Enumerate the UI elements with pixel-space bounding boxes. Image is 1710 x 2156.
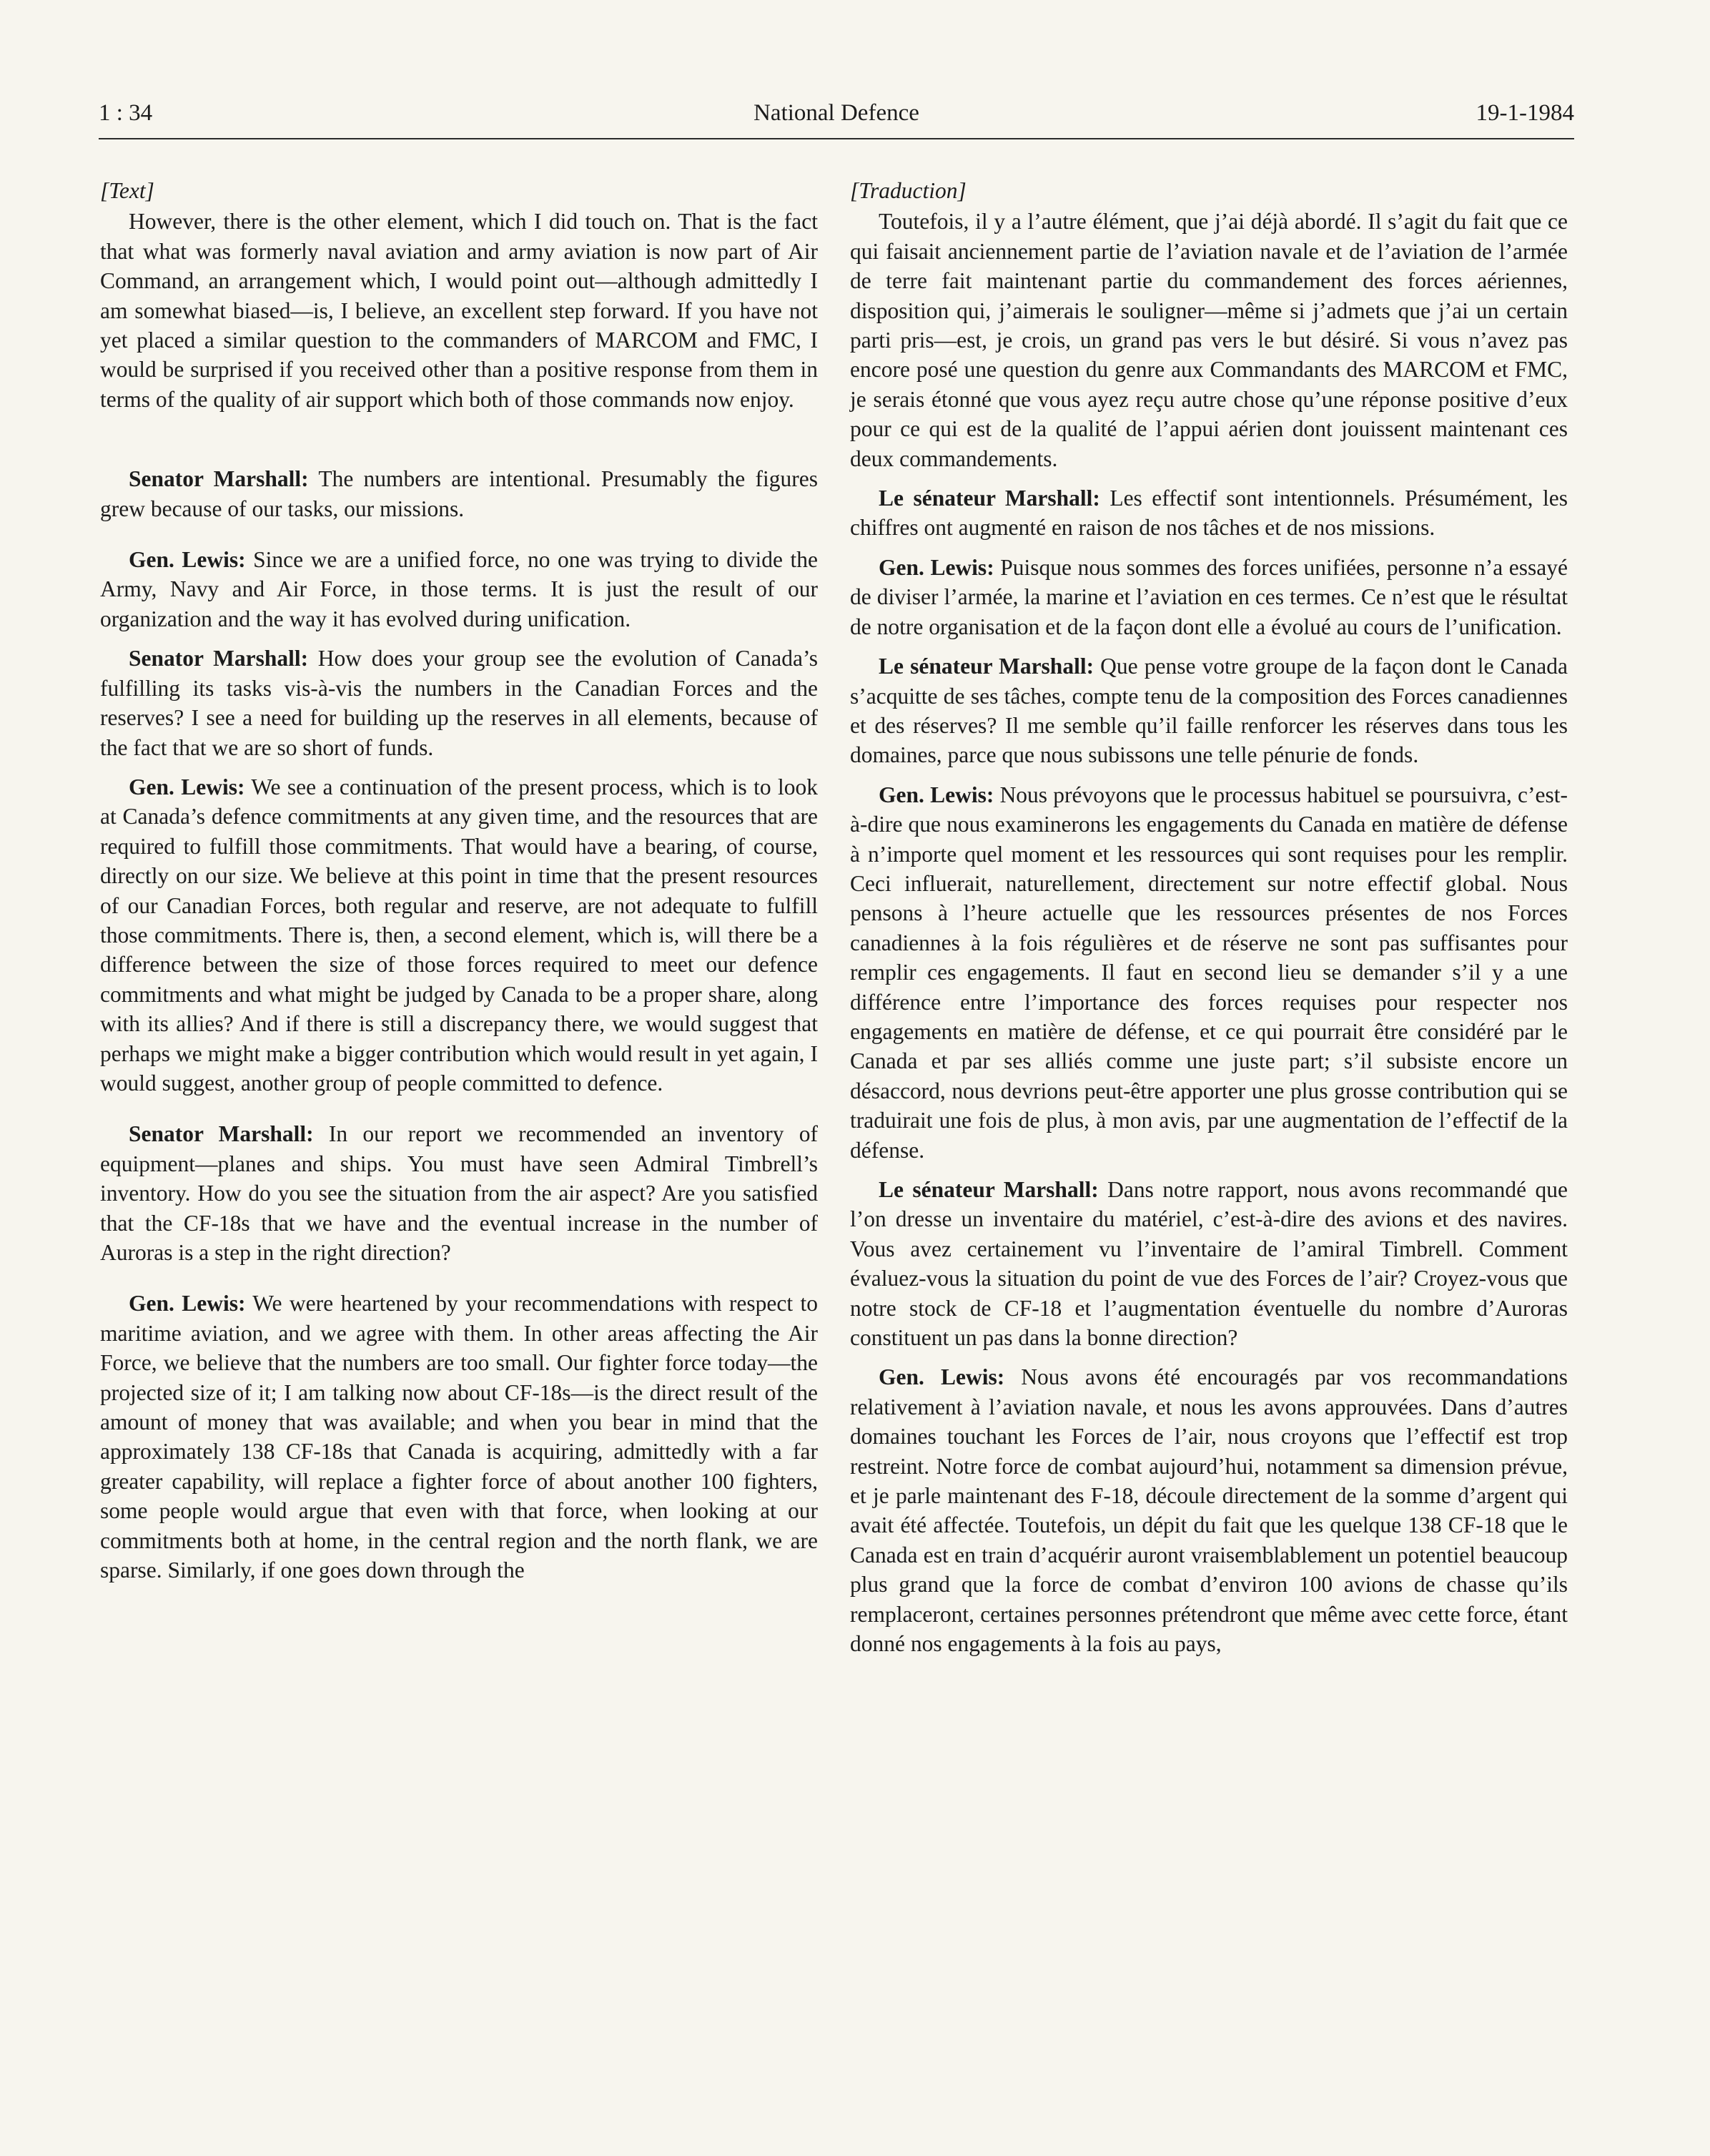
speaker-name: Gen. Lewis: <box>129 1291 246 1316</box>
text-label: [Text] <box>100 178 154 203</box>
page-header <box>99 100 1574 137</box>
header-rule <box>99 138 1574 139</box>
paragraph-text: The numbers are intentional. Presumably the figures grew because of our tasks, our missions. <box>100 466 818 521</box>
paragraph <box>100 1289 818 1585</box>
session-date: 19-1-1984 <box>1476 100 1574 126</box>
paragraph-text: Puisque nous sommes des forces unifiées, personne n’a essayé de diviser l’armée, la marine et l’aviation en ces termes. Ce n’est que le résultat de notre organisation et de la façon dont elle a évolué au cours de l’unification. <box>850 554 1568 639</box>
paragraph-text: Que pense votre groupe de la façon dont le Canada s’acquitte de ses tâches, compte tenu de la composition des Forces canadiennes et des réserves? Il me semble qu’il faille renforcer les réserves dans tous les domaines, parce que nous subissons une telle pénurie de fonds. <box>850 654 1568 768</box>
speaker-name: Gen. Lewis: <box>879 1364 1005 1390</box>
speaker-name: Senator Marshall: <box>129 466 309 492</box>
speaker-name: Le sénateur Marshall: <box>879 654 1094 679</box>
paragraph <box>100 644 818 762</box>
running-title: National Defence <box>753 100 919 126</box>
speaker-name: Gen. Lewis: <box>129 774 245 799</box>
speaker-name: Senator Marshall: <box>129 1121 314 1147</box>
paragraph <box>850 651 1568 770</box>
paragraph-text: In our report we recommended an inventory of equipment—planes and ships. You must have seen Admiral Timbrell’s inventory. How do you see the situation from the air aspect? Are you satisfied that the CF-18s that we have and the eventual increase in the number of Auroras is a step in the right direction? <box>100 1121 818 1265</box>
speaker-name: Gen. Lewis: <box>879 554 994 580</box>
english-column <box>100 176 818 1585</box>
paragraph-text: Since we are a unified force, no one was trying to divide the Army, Navy and Air Force, in those terms. It is just the result of our organization and the way it has evolved during unification. <box>100 547 818 631</box>
page-number: 1 : 34 <box>99 100 153 126</box>
translation-label: [Traduction] <box>850 178 967 203</box>
paragraph <box>100 545 818 634</box>
paragraph-text: Les effectif sont intentionnels. Présumément, les chiffres ont augmenté en raison de nos tâches et de nos missions. <box>850 486 1568 541</box>
paragraph <box>850 780 1568 1165</box>
paragraph <box>850 1362 1568 1658</box>
paragraph-text: Toutefois, il y a l’autre élément, que j’ai déjà abordé. Il s’agit du fait que ce qui faisait anciennement partie de l’aviation navale et de l’aviation de l’armée de terre fait maintenant partie du commandement des forces aériennes, disposition qui, j’aimerais le souligner—même si j’admets que j’ai un certain parti pris—est, je crois, un grand pas vers le but désiré. Si vous n’avez pas encore posé une question du genre aux Commandants des MARCOM et FMC, je serais étonné que vous ayez reçu autre chose qu’une réponse positive d’eux pour ce qui est de la qualité de l’appui aérien dont jouissent maintenant ces deux commandements. <box>850 209 1568 471</box>
speaker-name: Le sénateur Marshall: <box>879 1177 1099 1202</box>
speaker-name: Le sénateur Marshall: <box>879 486 1100 511</box>
paragraph <box>850 207 1568 473</box>
paragraph <box>850 483 1568 543</box>
paragraph-text: How does your group see the evolution of Canada’s fulfilling its tasks vis-à-vis the numbers in the Canadian Forces and the reserves? I see a need for building up the reserves in all elements, because of the fact that we are so short of funds. <box>100 646 818 760</box>
paragraph <box>100 1119 818 1267</box>
paragraph-text: We were heartened by your recommendations with respect to maritime aviation, and we agree with them. In other areas affecting the Air Force, we believe that the numbers are too small. Our fighter force today—the projected size of it; I am talking now about CF-18s—is the direct result of the amount of money that was available; and when you bear in mind that the approximately 138 CF-18s that Canada is acquiring, admittedly with a far greater capability, will replace a fighter force of about another 100 fighters, some people would argue that even with that force, when looking at our commitments both at home, in the central region and the north flank, we are sparse. Similarly, if one goes down through the <box>100 1291 818 1583</box>
speaker-name: Gen. Lewis: <box>879 782 994 807</box>
speaker-name: Senator Marshall: <box>129 646 309 671</box>
paragraph <box>850 553 1568 641</box>
paragraph <box>100 207 818 414</box>
paragraph <box>850 1175 1568 1352</box>
paragraph-text: We see a continuation of the present process, which is to look at Canada’s defence commitments at any given time, and the resources that are required to fulfill those commitments. That would have a bearing, of course, directly on our size. We believe at this point in time that the present resources of our Canadian Forces, both regular and reserve, are not adequate to fulfill those commitments. There is, then, a second element, which is, will there be a difference between the size of those forces required to meet our defence commitments and what might be judged by Canada to be a proper share, along with its allies? And if there is still a discrepancy there, we would suggest that perhaps we might make a bigger contribution which would result in yet again, I would suggest, another group of people committed to defence. <box>100 774 818 1096</box>
paragraph-text: Dans notre rapport, nous avons recommandé que l’on dresse un inventaire du matériel, c’est-à-dire des avions et des navires. Vous avez certainement vu l’inventaire de l’amiral Timbrell. Comment évaluez-vous la situation du point de vue des Forces de l’air? Croyez-vous que notre stock de CF-18 et l’augmentation éventuelle du nombre d’Auroras constituent un pas dans la bonne direction? <box>850 1177 1568 1351</box>
french-column <box>850 176 1568 1659</box>
paragraph <box>100 464 818 523</box>
speaker-name: Gen. Lewis: <box>129 547 246 573</box>
paragraph-text: However, there is the other element, which I did touch on. That is the fact that what was formerly naval aviation and army aviation is now part of Air Command, an arrangement which, I would point out—although admittedly I am somewhat biased—is, I believe, an excellent step forward. If you have not yet placed a similar question to the commanders of MARCOM and FMC, I would be surprised if you received other than a positive response from them in terms of the quality of air support which both of those commands now enjoy. <box>100 209 818 412</box>
paragraph <box>100 772 818 1098</box>
paragraph-text: Nous avons été encouragés par vos recommandations relativement à l’aviation navale, et nous les avons approuvées. Dans d’autres domaines touchant les Forces de l’air, nous croyons que l’effectif est trop restreint. Notre force de combat aujourd’hui, notamment sa dimension prévue, et je parle maintenant des F-18, découle directement de la somme d’argent qui avait été affectée. Toutefois, un dépit du fait que les quelque 138 CF-18 que le Canada est en train d’acquérir auront vraisemblablement un potentiel beaucoup plus grand que la force de combat d’environ 100 avions de chasse qu’ils remplaceront, certaines personnes prétendront que même avec cette force, étant donné nos engagements à la fois au pays, <box>850 1364 1568 1657</box>
paragraph-text: Nous prévoyons que le processus habituel se poursuivra, c’est-à-dire que nous examinerons les engagements du Canada en matière de défense à n’importe quel moment et les ressources qui sont requises pour les remplir. Ceci influerait, naturellement, directement sur notre effectif global. Nous pensons à l’heure actuelle que les ressources présentes de nos Forces canadiennes à la fois régulières et de réserve ne sont pas suffisantes pour remplir ces engagements. Il faut en second lieu se demander s’il y a une différence entre l’importance des forces requises pour respecter nos engagements en matière de défense, et ce qui pourrait être considéré par le Canada et par ses alliés comme une juste part; s’il subsiste encore un désaccord, nous devrions peut-être apporter une plus grosse contribution qui se traduirait une fois de plus, à mon avis, par une augmentation de l’effectif de la défense. <box>850 782 1568 1163</box>
